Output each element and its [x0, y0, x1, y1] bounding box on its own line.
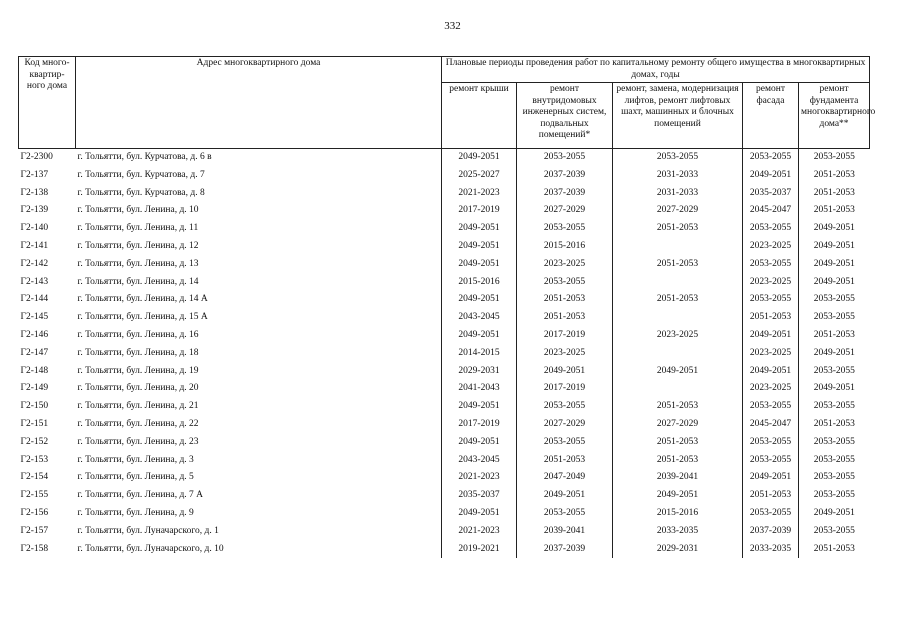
row-address: г. Тольятти, бул. Ленина, д. 5: [76, 469, 442, 487]
row-foundation: 2049-2051: [813, 223, 855, 234]
row-lifts: 2051-2053: [613, 256, 743, 274]
row-code: Г2-142: [20, 258, 49, 269]
row-lifts: 2023-2025: [613, 327, 743, 345]
table-row: [19, 167, 870, 185]
row-facade: 2049-2051: [743, 327, 799, 345]
row-address: г. Тольятти, бул. Ленина, д. 3: [76, 452, 442, 470]
row-code: Г2-2300: [20, 152, 53, 162]
row-lifts: [613, 345, 743, 363]
row-roof: 2017-2019: [442, 202, 517, 220]
row-code: Г2-150: [20, 401, 49, 412]
row-facade: 2023-2025: [743, 345, 799, 363]
row-address: г. Тольятти, бул. Ленина, д. 19: [76, 363, 442, 381]
row-code: Г2-148: [20, 365, 49, 376]
row-systems: 2027-2029: [517, 202, 613, 220]
table-row: [19, 434, 870, 452]
row-systems: 2023-2025: [517, 256, 613, 274]
table-row: [19, 541, 870, 559]
row-roof: 2015-2016: [442, 274, 517, 292]
row-foundation: 2051-2053: [813, 205, 855, 216]
row-address: г. Тольятти, бул. Ленина, д. 14 А: [76, 291, 442, 309]
row-address: г. Тольятти, бул. Луначарского, д. 1: [76, 523, 442, 541]
row-address: г. Тольятти, бул. Курчатова, д. 6 в: [76, 149, 442, 167]
table-row: [19, 487, 870, 505]
row-code: Г2-141: [20, 240, 49, 251]
row-roof: 2021-2023: [442, 523, 517, 541]
table-row: [19, 380, 870, 398]
row-address: г. Тольятти, бул. Ленина, д. 16: [76, 327, 442, 345]
row-address: г. Тольятти, бул. Ленина, д. 7 А: [76, 487, 442, 505]
row-lifts: [613, 238, 743, 256]
row-code: Г2-151: [20, 418, 49, 429]
row-lifts: 2027-2029: [613, 202, 743, 220]
row-code: Г2-153: [20, 454, 49, 465]
row-foundation: 2049-2051: [813, 258, 855, 269]
row-systems: 2023-2025: [517, 345, 613, 363]
row-code: Г2-144: [20, 294, 49, 305]
row-lifts: 2031-2033: [613, 185, 743, 203]
table-row: [19, 220, 870, 238]
row-facade: 2033-2035: [743, 541, 799, 559]
header-code: Код много-квартир-ного дома: [19, 57, 76, 149]
table-row: [19, 309, 870, 327]
row-facade: 2053-2055: [743, 505, 799, 523]
row-lifts: 2049-2051: [613, 363, 743, 381]
row-roof: 2041-2043: [442, 380, 517, 398]
header-roof: ремонт крыши: [442, 83, 517, 149]
header-foundation: ремонт фундамента многоквартирного дома**: [799, 83, 870, 149]
row-lifts: 2027-2029: [613, 416, 743, 434]
row-code: Г2-149: [20, 383, 49, 394]
row-systems: 2051-2053: [517, 291, 613, 309]
row-lifts: 2033-2035: [613, 523, 743, 541]
row-facade: 2045-2047: [743, 202, 799, 220]
row-foundation: 2053-2055: [813, 525, 855, 536]
row-roof: 2035-2037: [442, 487, 517, 505]
row-code: Г2-156: [20, 507, 49, 518]
row-lifts: 2051-2053: [613, 398, 743, 416]
row-foundation: 2053-2055: [813, 490, 855, 501]
row-address: г. Тольятти, бул. Ленина, д. 10: [76, 202, 442, 220]
row-roof: 2029-2031: [442, 363, 517, 381]
table-row: [19, 363, 870, 381]
table-row: [19, 327, 870, 345]
table-row: [19, 256, 870, 274]
row-roof: 2043-2045: [442, 309, 517, 327]
header-systems: ремонт внутридомовых инженерных систем, подвальных помещений*: [517, 83, 613, 149]
row-systems: 2037-2039: [517, 185, 613, 203]
row-address: г. Тольятти, бул. Ленина, д. 18: [76, 345, 442, 363]
row-systems: 2053-2055: [517, 505, 613, 523]
row-roof: 2025-2027: [442, 167, 517, 185]
row-lifts: 2015-2016: [613, 505, 743, 523]
row-facade: 2049-2051: [743, 363, 799, 381]
row-address: г. Тольятти, бул. Ленина, д. 23: [76, 434, 442, 452]
row-facade: 2023-2025: [743, 380, 799, 398]
table-row: [19, 185, 870, 203]
row-lifts: 2051-2053: [613, 291, 743, 309]
row-roof: 2049-2051: [442, 238, 517, 256]
row-facade: 2049-2051: [743, 167, 799, 185]
row-systems: 2017-2019: [517, 327, 613, 345]
row-foundation: 2051-2053: [813, 329, 855, 340]
row-foundation: 2053-2055: [813, 294, 855, 305]
row-code: Г2-137: [20, 169, 49, 180]
row-foundation: 2053-2055: [813, 454, 855, 465]
row-foundation: 2049-2051: [813, 240, 855, 251]
row-lifts: 2051-2053: [613, 220, 743, 238]
row-systems: 2051-2053: [517, 452, 613, 470]
row-roof: 2049-2051: [442, 327, 517, 345]
row-address: г. Тольятти, бул. Ленина, д. 13: [76, 256, 442, 274]
row-code: Г2-157: [20, 525, 49, 536]
row-roof: 2049-2051: [442, 291, 517, 309]
row-lifts: [613, 380, 743, 398]
row-foundation: 2053-2055: [813, 401, 855, 412]
row-facade: 2035-2037: [743, 185, 799, 203]
header-lifts: ремонт, замена, модернизация лифтов, ремонт лифтовых шахт, машинных и блочных помещений: [613, 83, 743, 149]
row-systems: 2037-2039: [517, 541, 613, 559]
row-roof: 2049-2051: [442, 220, 517, 238]
table-row: [19, 452, 870, 470]
row-address: г. Тольятти, бул. Ленина, д. 22: [76, 416, 442, 434]
row-lifts: 2051-2053: [613, 452, 743, 470]
row-systems: 2053-2055: [517, 434, 613, 452]
table-row: [19, 238, 870, 256]
row-lifts: 2029-2031: [613, 541, 743, 559]
row-foundation: 2051-2053: [813, 169, 855, 180]
row-foundation: 2049-2051: [813, 383, 855, 394]
row-roof: 2021-2023: [442, 185, 517, 203]
row-systems: 2017-2019: [517, 380, 613, 398]
row-facade: 2053-2055: [743, 291, 799, 309]
row-foundation: 2049-2051: [813, 276, 855, 287]
row-facade: 2053-2055: [743, 256, 799, 274]
row-facade: 2053-2055: [743, 220, 799, 238]
row-roof: 2017-2019: [442, 416, 517, 434]
table-row: [19, 202, 870, 220]
row-roof: 2049-2051: [442, 398, 517, 416]
row-facade: 2049-2051: [743, 469, 799, 487]
row-roof: 2014-2015: [442, 345, 517, 363]
table-row: [19, 274, 870, 292]
header-address: Адрес многоквартирного дома: [76, 57, 442, 149]
row-address: г. Тольятти, бул. Луначарского, д. 10: [76, 541, 442, 559]
row-systems: 2037-2039: [517, 167, 613, 185]
row-address: г. Тольятти, бул. Ленина, д. 12: [76, 238, 442, 256]
row-lifts: 2031-2033: [613, 167, 743, 185]
row-facade: 2023-2025: [743, 238, 799, 256]
row-roof: 2021-2023: [442, 469, 517, 487]
header-periods: Плановые периоды проведения работ по капитальному ремонту общего имущества в многоквартирных домах, годы: [442, 57, 870, 83]
table-row: [19, 291, 870, 309]
row-facade: 2051-2053: [743, 487, 799, 505]
row-roof: 2049-2051: [442, 149, 517, 167]
row-roof: 2019-2021: [442, 541, 517, 559]
row-systems: 2047-2049: [517, 469, 613, 487]
row-foundation: 2049-2051: [813, 347, 855, 358]
row-code: Г2-140: [20, 223, 49, 234]
row-foundation: 2053-2055: [813, 312, 855, 323]
row-foundation: 2049-2051: [813, 507, 855, 518]
row-systems: 2015-2016: [517, 238, 613, 256]
row-foundation: 2053-2055: [813, 152, 855, 162]
row-systems: 2027-2029: [517, 416, 613, 434]
row-code: Г2-147: [20, 347, 49, 358]
row-foundation: 2051-2053: [813, 543, 855, 554]
row-facade: 2037-2039: [743, 523, 799, 541]
row-address: г. Тольятти, бул. Ленина, д. 14: [76, 274, 442, 292]
table-body: [19, 149, 870, 559]
row-roof: 2049-2051: [442, 434, 517, 452]
table-row: [19, 469, 870, 487]
row-address: г. Тольятти, бул. Курчатова, д. 7: [76, 167, 442, 185]
table-row: [19, 398, 870, 416]
row-lifts: [613, 309, 743, 327]
row-lifts: 2053-2055: [613, 149, 743, 167]
row-foundation: 2053-2055: [813, 472, 855, 483]
table-row: [19, 523, 870, 541]
row-code: Г2-155: [20, 490, 49, 501]
row-facade: 2053-2055: [743, 149, 799, 167]
row-systems: 2053-2055: [517, 274, 613, 292]
row-foundation: 2051-2053: [813, 418, 855, 429]
row-lifts: 2039-2041: [613, 469, 743, 487]
row-systems: 2053-2055: [517, 220, 613, 238]
page-number: 332: [444, 20, 461, 32]
row-code: Г2-139: [20, 205, 49, 216]
row-foundation: 2053-2055: [813, 436, 855, 447]
row-address: г. Тольятти, бул. Курчатова, д. 8: [76, 185, 442, 203]
row-code: Г2-145: [20, 312, 49, 323]
row-systems: 2053-2055: [517, 149, 613, 167]
row-foundation: 2051-2053: [813, 187, 855, 198]
row-facade: 2023-2025: [743, 274, 799, 292]
header-facade: ремонт фасада: [743, 83, 799, 149]
row-systems: 2049-2051: [517, 363, 613, 381]
row-roof: 2049-2051: [442, 256, 517, 274]
row-facade: 2053-2055: [743, 434, 799, 452]
row-systems: 2053-2055: [517, 398, 613, 416]
row-address: г. Тольятти, бул. Ленина, д. 15 А: [76, 309, 442, 327]
row-address: г. Тольятти, бул. Ленина, д. 21: [76, 398, 442, 416]
row-code: Г2-152: [20, 436, 49, 447]
row-code: Г2-146: [20, 329, 49, 340]
row-code: Г2-154: [20, 472, 49, 483]
row-lifts: 2049-2051: [613, 487, 743, 505]
row-lifts: [613, 274, 743, 292]
table-row: [19, 505, 870, 523]
row-code: Г2-158: [20, 543, 49, 554]
row-address: г. Тольятти, бул. Ленина, д. 20: [76, 380, 442, 398]
row-systems: 2039-2041: [517, 523, 613, 541]
row-lifts: 2051-2053: [613, 434, 743, 452]
row-roof: 2049-2051: [442, 505, 517, 523]
row-roof: 2043-2045: [442, 452, 517, 470]
row-facade: 2051-2053: [743, 309, 799, 327]
row-address: г. Тольятти, бул. Ленина, д. 11: [76, 220, 442, 238]
row-facade: 2053-2055: [743, 398, 799, 416]
row-foundation: 2053-2055: [813, 365, 855, 376]
table-row: [19, 345, 870, 363]
row-systems: 2051-2053: [517, 309, 613, 327]
table-row: [19, 416, 870, 434]
row-facade: 2053-2055: [743, 452, 799, 470]
table-row: [19, 149, 870, 167]
row-code: Г2-138: [20, 187, 49, 198]
capital-repair-table: [18, 56, 876, 558]
row-facade: 2045-2047: [743, 416, 799, 434]
row-systems: 2049-2051: [517, 487, 613, 505]
row-address: г. Тольятти, бул. Ленина, д. 9: [76, 505, 442, 523]
row-code: Г2-143: [20, 276, 49, 287]
